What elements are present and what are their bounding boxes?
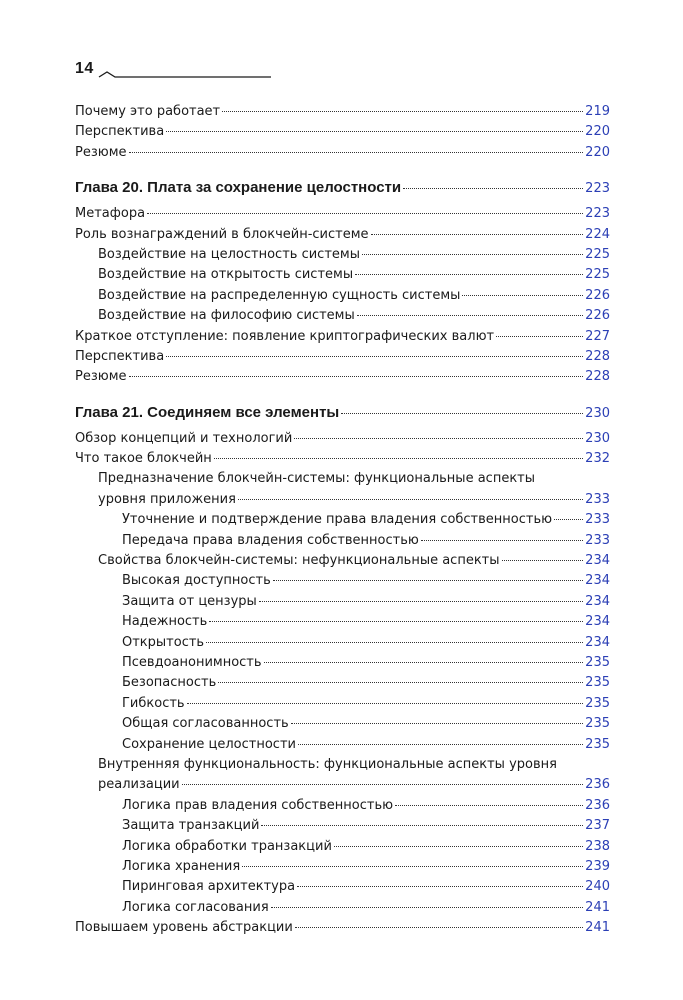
toc-entry-page[interactable]: 235 <box>585 716 610 732</box>
toc-entry-page[interactable]: 235 <box>585 736 610 752</box>
dot-leader <box>222 111 583 112</box>
dot-leader <box>261 825 583 826</box>
toc-entry-page[interactable]: 233 <box>585 532 610 548</box>
toc-entry-title: Логика согласования <box>122 899 269 915</box>
toc-entry[interactable] <box>75 755 610 796</box>
toc-entry[interactable] <box>75 531 610 551</box>
dot-leader <box>294 438 583 439</box>
toc-entry-title: Обзор концепций и технологий <box>75 430 293 446</box>
chapter-title: Глава 20. Плата за сохранение целостности <box>75 179 402 197</box>
toc-entry[interactable] <box>75 143 610 163</box>
dot-leader <box>187 703 584 704</box>
chapter-21-heading[interactable] <box>75 402 610 424</box>
toc-entry-page[interactable]: 234 <box>585 593 610 609</box>
toc-entry-title: Резюме <box>75 369 127 385</box>
toc-entry-title: Открытость <box>122 634 205 650</box>
toc-entry-title: Защита от цензуры <box>122 593 257 609</box>
dot-leader <box>259 601 583 602</box>
dot-leader <box>206 642 583 643</box>
dot-leader <box>273 580 583 581</box>
chapter-page[interactable]: 223 <box>585 181 610 197</box>
toc-entry-page[interactable]: 234 <box>585 553 610 569</box>
toc-entry-page[interactable]: 232 <box>585 451 610 467</box>
toc-entry-title: Резюме <box>75 144 127 160</box>
toc-entry-title-line2: реализации <box>98 777 180 793</box>
toc-entry-page[interactable]: 226 <box>585 287 610 303</box>
toc-entry-page[interactable]: 224 <box>585 226 610 242</box>
toc-entry[interactable] <box>75 245 610 265</box>
toc-entry-title: Общая согласованность <box>122 716 289 732</box>
toc-entry[interactable] <box>75 469 610 510</box>
toc-entry-page[interactable]: 235 <box>585 655 610 671</box>
header-rule <box>93 71 273 79</box>
toc-entry-page[interactable]: 234 <box>585 573 610 589</box>
toc-entry-page[interactable]: 237 <box>585 818 610 834</box>
toc-entry-title: Повышаем уровень абстракции <box>75 920 293 936</box>
dot-leader <box>496 336 583 337</box>
dot-leader <box>129 152 584 153</box>
toc-entry[interactable] <box>75 796 610 816</box>
toc-entry-title: Сохранение целостности <box>122 736 296 752</box>
toc-entry-page[interactable]: 219 <box>585 104 610 119</box>
dot-leader <box>209 621 583 622</box>
toc-entry-title: Воздействие на открытость системы <box>98 267 354 283</box>
dot-leader <box>271 907 584 908</box>
dot-leader <box>166 131 583 132</box>
chapter-title: Глава 21. Соединяем все элементы <box>75 403 340 421</box>
toc-entry-page[interactable]: 238 <box>585 838 610 854</box>
toc-entry[interactable] <box>75 592 610 612</box>
toc-entry[interactable] <box>75 633 610 653</box>
dot-leader <box>357 315 583 316</box>
toc-entry-title: Уточнение и подтверждение права владения собственностью <box>122 512 553 528</box>
page-number: 14 <box>75 60 94 77</box>
toc-entry-page[interactable]: 233 <box>585 491 610 507</box>
dot-leader <box>334 846 583 847</box>
dot-leader <box>238 499 583 500</box>
toc-entry[interactable] <box>75 877 610 897</box>
dot-leader <box>355 274 583 275</box>
dot-leader <box>242 866 583 867</box>
toc-entry-title: Передача права владения собственностью <box>122 532 419 548</box>
toc-entry-title: Воздействие на философию системы <box>98 308 355 324</box>
toc-entry-title: Псевдоанонимность <box>122 655 262 671</box>
toc-entry-title: Перспектива <box>75 124 165 140</box>
dot-leader <box>147 213 583 214</box>
toc-entry[interactable] <box>75 286 610 306</box>
toc-entry[interactable] <box>75 449 610 469</box>
toc-entry-page[interactable]: 220 <box>585 144 610 160</box>
toc-entry[interactable] <box>75 204 610 224</box>
toc-entry-title: Гибкость <box>122 695 185 711</box>
toc-entry-page[interactable]: 225 <box>585 246 610 262</box>
toc-entry-title: Перспектива <box>75 348 165 364</box>
toc-entry-page[interactable]: 234 <box>585 614 610 630</box>
toc-entry-title: Защита транзакций <box>122 818 260 834</box>
toc-entry-title-line1: Предназначение блокчейн-системы: функциональные аспекты <box>98 471 536 487</box>
toc-entry[interactable] <box>75 857 610 877</box>
toc-entry-page[interactable]: 228 <box>585 348 610 364</box>
toc-entry[interactable] <box>75 265 610 285</box>
dot-leader <box>395 805 583 806</box>
toc-entry-title: Высокая доступность <box>122 573 271 589</box>
toc-entry[interactable] <box>75 510 610 530</box>
dot-leader <box>403 188 583 189</box>
toc-entry[interactable] <box>75 122 610 142</box>
toc-entry[interactable] <box>75 612 610 632</box>
dot-leader <box>462 295 583 296</box>
chapter-20-heading[interactable] <box>75 177 610 199</box>
toc-entry-page[interactable]: 241 <box>585 920 610 936</box>
toc-entry-page[interactable]: 236 <box>585 797 610 813</box>
toc-entry-title: Безопасность <box>122 675 217 691</box>
toc-entry-title: Краткое отступление: появление криптографических валют <box>75 328 495 344</box>
toc-entry-page[interactable]: 220 <box>585 124 610 140</box>
toc-entry[interactable] <box>75 653 610 673</box>
toc-entry[interactable] <box>75 918 610 938</box>
toc-entry-page[interactable]: 239 <box>585 858 610 874</box>
dot-leader <box>554 519 583 520</box>
dot-leader <box>371 234 584 235</box>
toc-entry-page[interactable]: 235 <box>585 695 610 711</box>
chapter-page[interactable]: 230 <box>585 405 610 421</box>
dot-leader <box>295 927 583 928</box>
dot-leader <box>341 413 583 414</box>
toc-entry[interactable] <box>75 673 610 693</box>
toc-entry-page[interactable]: 228 <box>585 369 610 385</box>
dot-leader <box>421 540 583 541</box>
toc-entry[interactable] <box>75 571 610 591</box>
dot-leader <box>298 744 583 745</box>
toc-entry-title: Метафора <box>75 206 146 222</box>
toc-entry[interactable] <box>75 714 610 734</box>
toc-entry-title: Пиринговая архитектура <box>122 879 296 895</box>
toc-entry-page[interactable]: 230 <box>585 430 610 446</box>
dot-leader <box>214 458 583 459</box>
dot-leader <box>264 662 584 663</box>
toc-entry-title: Почему это работает <box>75 104 221 119</box>
toc-entry-title: Что такое блокчейн <box>75 451 212 467</box>
toc-entry-page[interactable]: 227 <box>585 328 610 344</box>
toc-entry[interactable] <box>75 816 610 836</box>
toc-entry[interactable] <box>75 837 610 857</box>
dot-leader <box>166 356 583 357</box>
dot-leader <box>182 784 584 785</box>
toc-entry-title: Воздействие на целостность системы <box>98 246 360 262</box>
toc-entry[interactable] <box>75 225 610 245</box>
dot-leader <box>362 254 583 255</box>
toc-entry[interactable] <box>75 347 610 367</box>
toc-entry[interactable] <box>75 306 610 326</box>
toc-entry[interactable] <box>75 327 610 347</box>
dot-leader <box>218 682 583 683</box>
toc-entry-title: Воздействие на распределенную сущность системы <box>98 287 461 303</box>
toc-entry-page[interactable]: 234 <box>585 634 610 650</box>
toc-entry[interactable] <box>75 429 610 449</box>
toc-entry-title: Свойства блокчейн-системы: нефункциональные аспекты <box>98 553 500 569</box>
toc-entry[interactable] <box>75 102 610 122</box>
toc-entry-page[interactable]: 226 <box>585 308 610 324</box>
toc-entry-title: Логика прав владения собственностью <box>122 797 394 813</box>
dot-leader <box>129 376 584 377</box>
toc-entry-page[interactable]: 233 <box>585 512 610 528</box>
toc-entry-page[interactable]: 241 <box>585 899 610 915</box>
dot-leader <box>297 886 583 887</box>
toc-entry-page[interactable]: 240 <box>585 879 610 895</box>
toc-entry-title-line1: Внутренняя функциональность: функциональные аспекты уровня <box>98 756 557 772</box>
toc-entry-title: Роль вознаграждений в блокчейн-системе <box>75 226 369 242</box>
toc-entry[interactable] <box>75 694 610 714</box>
toc-entry[interactable] <box>75 367 610 387</box>
toc-entry-title-line2: уровня приложения <box>98 491 236 507</box>
toc-entry-page[interactable]: 225 <box>585 267 610 283</box>
toc-entry-page[interactable]: 235 <box>585 675 610 691</box>
dot-leader <box>502 560 584 561</box>
page-header <box>75 60 275 86</box>
toc-entry-page[interactable]: 236 <box>585 777 610 793</box>
toc-entry[interactable] <box>75 551 610 571</box>
toc-entry-title: Надежность <box>122 614 208 630</box>
toc-entry-title: Логика обработки транзакций <box>122 838 332 854</box>
dot-leader <box>291 723 583 724</box>
toc-entry[interactable] <box>75 898 610 918</box>
table-of-contents <box>75 102 610 939</box>
toc-entry-page[interactable]: 223 <box>585 206 610 222</box>
toc-entry[interactable] <box>75 735 610 755</box>
toc-entry-title: Логика хранения <box>122 858 241 874</box>
